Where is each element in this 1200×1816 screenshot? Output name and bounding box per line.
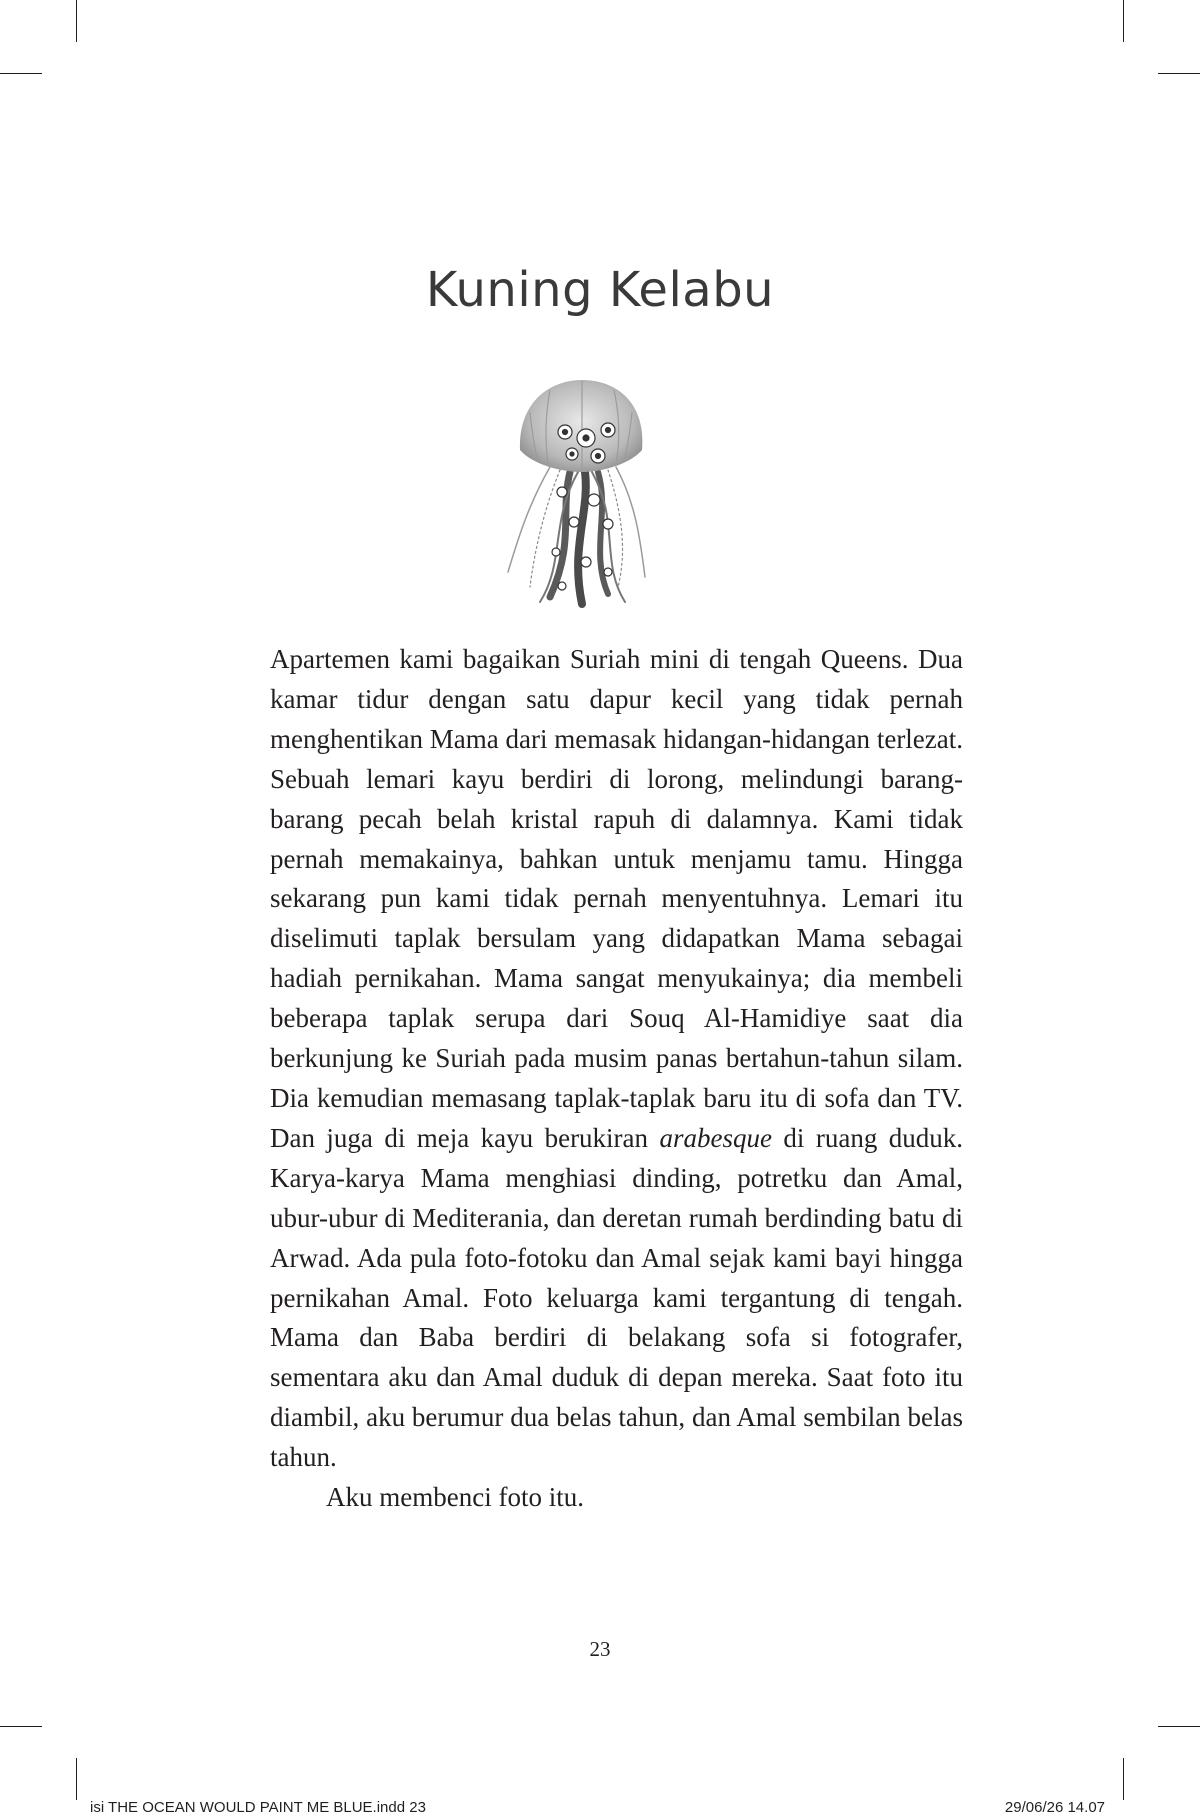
slug-timestamp: 29/06/26 14.07 <box>1004 1799 1105 1816</box>
slug-filename: isi THE OCEAN WOULD PAINT ME BLUE.indd 23 <box>90 1799 426 1816</box>
text-line: terlezat. Sebuah lemari kayu berdiri di lorong, melindungi <box>270 723 964 794</box>
page-number: 23 <box>589 1637 611 1661</box>
text-line: sejak kami bayi hingga pernikahan Amal. Foto keluarga kami <box>270 1242 964 1313</box>
crop-mark-bottom-right <box>1123 1758 1124 1800</box>
text-line: menghentikan Mama dari memasak hidangan-hidangan <box>270 723 871 754</box>
paragraph: Aku membenci foto itu. <box>326 1482 584 1513</box>
text-line: membeli beberapa taplak serupa dari Souq Al-Hamidiye saat <box>270 963 964 1034</box>
text-line: sebagai hadiah pernikahan. Mama sangat menyukainya; dia <box>270 923 963 994</box>
jellyfish-illustration <box>490 372 670 614</box>
crop-mark-bottom-right-h <box>1158 1726 1200 1727</box>
text-line: dan Amal, ubur-ubur di Mediterania, dan deretan rumah <box>270 1162 963 1233</box>
text-line: Lemari itu diselimuti taplak bersulam yang didapatkan Mama <box>270 883 964 954</box>
text-line: dan Amal sembilan belas tahun. <box>270 1402 964 1473</box>
text-line: tidak pernah memakainya, bahkan untuk menjamu tamu. <box>270 803 963 874</box>
crop-mark-top-left-h <box>0 73 42 74</box>
crop-mark-top-left <box>76 0 77 42</box>
crop-mark-top-right-h <box>1158 73 1200 74</box>
text-line: Apartemen kami bagaikan Suriah mini di tengah Queens. <box>270 644 909 674</box>
paragraph <box>270 640 963 1478</box>
text-line: dan TV. Dan juga di meja kayu berukiran <box>270 1082 964 1153</box>
crop-mark-top-right <box>1123 0 1124 42</box>
text-line: di ruang <box>783 1122 878 1153</box>
text-line: silam. Dia kemudian memasang taplak-taplak baru itu di sofa <box>270 1043 963 1113</box>
text-line: duduk. Karya-karya Mama menghiasi dinding, potretku <box>270 1122 964 1193</box>
crop-mark-bottom-left <box>76 1758 77 1800</box>
text-line: tergantung di tengah. Mama dan Baba berdiri di belakang <box>270 1282 964 1353</box>
chapter-title: Kuning Kelabu <box>425 262 775 318</box>
text-line: barang-barang pecah belah kristal rapuh di dalamnya. Kami <box>270 763 964 834</box>
text-line: dia berkunjung ke Suriah pada musim panas bertahun-tahun <box>270 1003 963 1074</box>
text-line: Dua kamar tidur dengan satu dapur kecil yang tidak pernah <box>270 644 964 714</box>
text-line: sofa si fotografer, sementara aku dan Amal duduk di depan <box>270 1322 963 1393</box>
crop-mark-bottom-left-h <box>0 1726 42 1727</box>
text-line: berdinding batu di Arwad. Ada pula foto-fotoku dan Amal <box>270 1202 963 1273</box>
text-line: Hingga sekarang pun kami tidak pernah menyentuhnya. <box>270 843 963 914</box>
italic-term: arabesque <box>659 1122 772 1153</box>
text-line: mereka. Saat foto itu diambil, aku berumur dua belas tahun, <box>270 1362 964 1433</box>
chapter-body <box>270 640 963 1518</box>
